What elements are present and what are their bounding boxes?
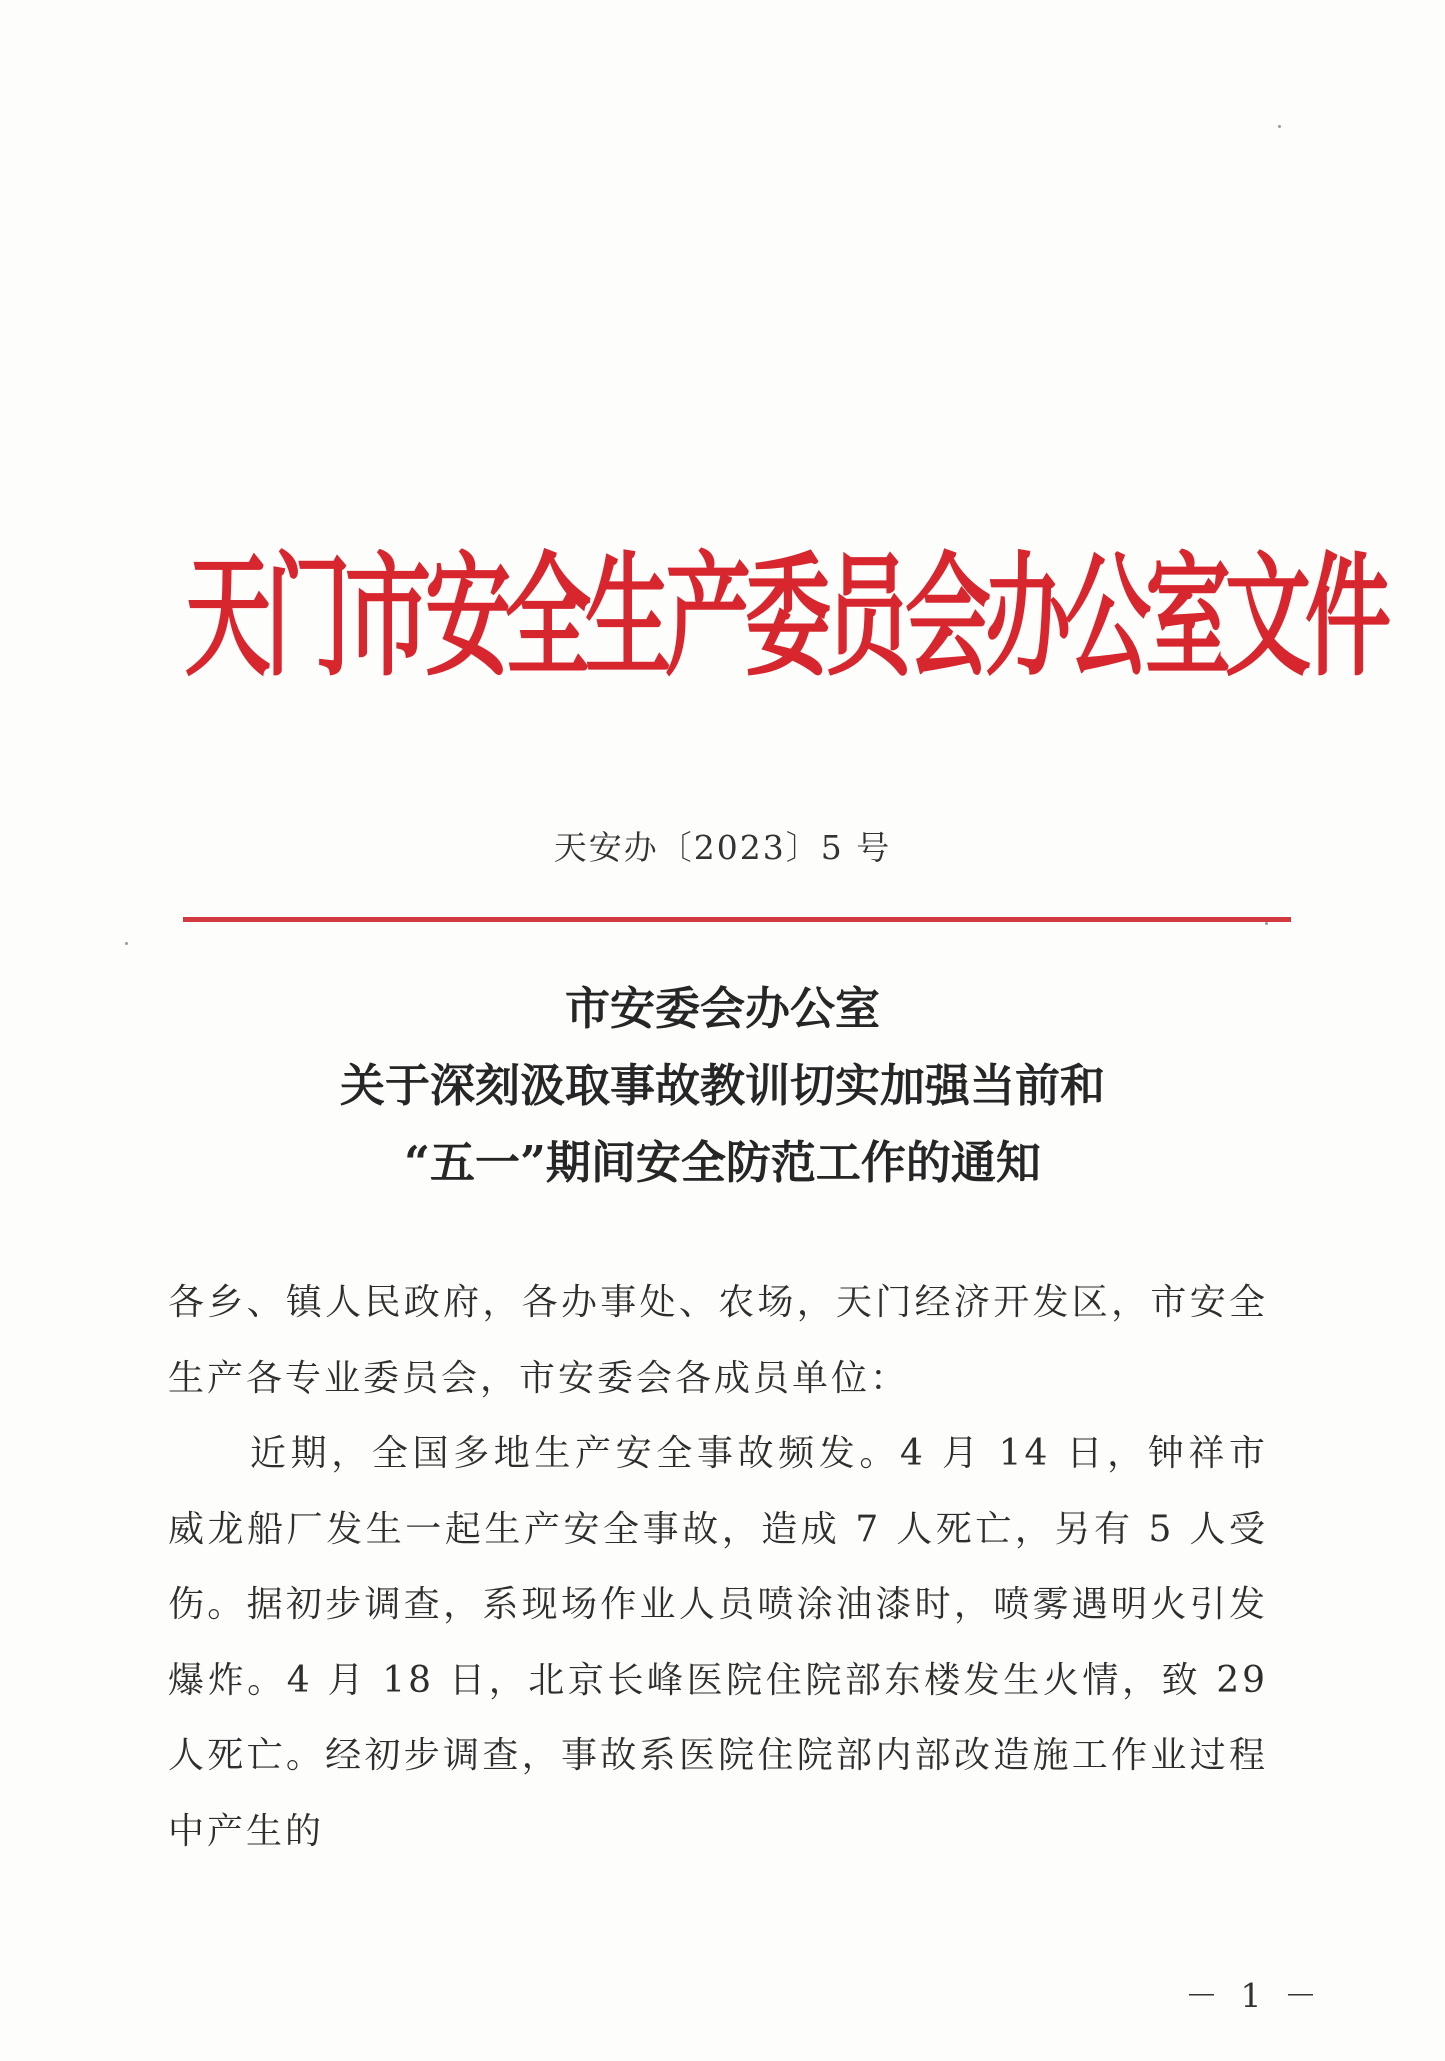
red-divider-rule xyxy=(183,917,1291,922)
title-line-1: 市安委会办公室 xyxy=(564,982,880,1035)
scan-speck xyxy=(125,942,128,945)
title-line-3: “五一”期间安全防范工作的通知 xyxy=(404,1136,1041,1189)
recipients-paragraph: 各乡、镇人民政府，各办事处、农场，天门经济开发区，市安全生产各专业委员会，市安委会各成员单位： xyxy=(168,1282,1268,1399)
body-paragraph: 近期，全国多地生产安全事故频发。4 月 14 日，钟祥市威龙船厂发生一起生产安全事故，造成 7 人死亡，另有 5 人受伤。据初步调查，系现场作业人员喷涂油漆时，喷雾遇明火引发爆炸。4 月 18 日，北京长峰医院住院部东楼发生火情，致 29 人死亡。经初步调查，事故系医院住院部内部改造施工作业过程中产生的 xyxy=(168,1433,1268,1852)
document-title xyxy=(0,970,1445,1201)
document-body xyxy=(168,1265,1268,1869)
page-number: － 1 － xyxy=(1185,1976,1323,2015)
document-header: 天门市安全生产委员会办公室文件 xyxy=(185,538,1385,696)
document-number: 天安办〔2023〕5 号 xyxy=(553,828,892,867)
title-line-2: 关于深刻汲取事故教训切实加强当前和 xyxy=(339,1059,1105,1112)
scan-speck xyxy=(1265,922,1268,925)
scan-speck xyxy=(1278,125,1281,128)
